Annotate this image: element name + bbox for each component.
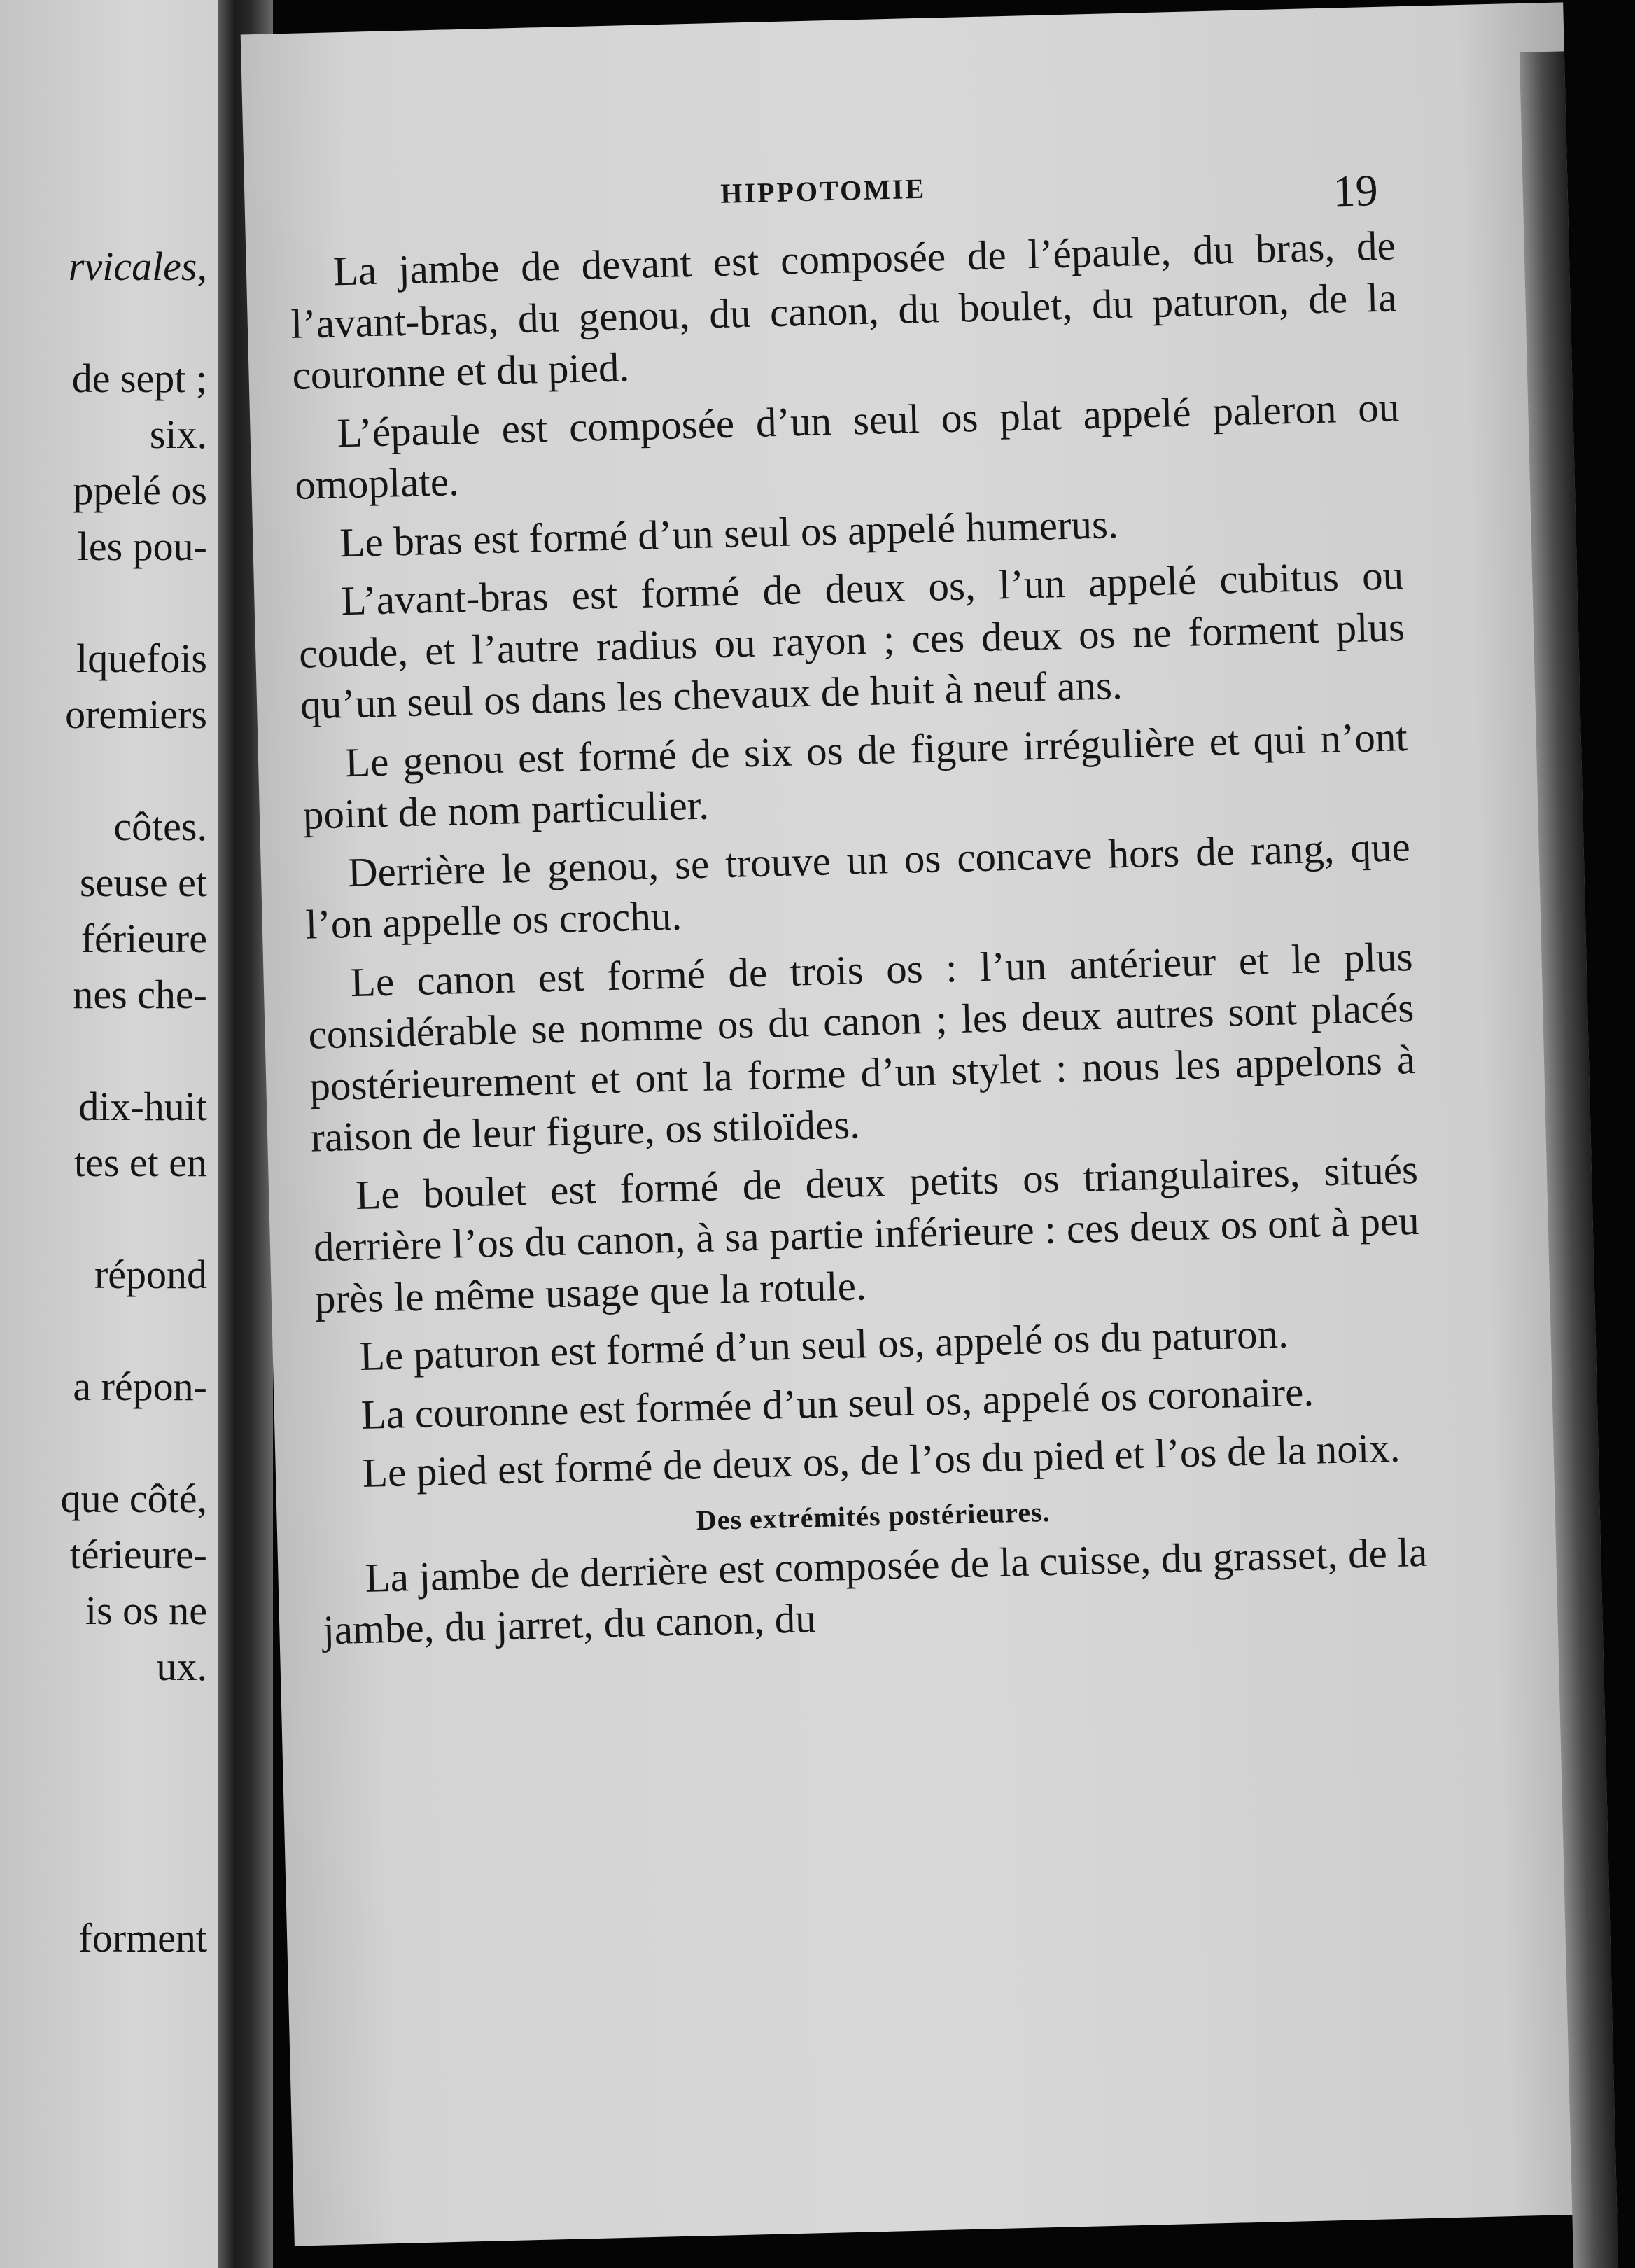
- left-page-line: ux.: [156, 1644, 207, 1689]
- paragraph: Le bras est formé d’un seul os appelé humerus.: [339, 500, 1119, 566]
- paragraph: La couronne est formée d’un seul os, appelé os coronaire.: [360, 1368, 1314, 1438]
- page-body: [289, 220, 1429, 1662]
- left-page-line: de sept ;: [71, 356, 207, 401]
- paragraph: Le paturon est formé d’un seul os, appelé os du paturon.: [359, 1310, 1289, 1379]
- left-page-line: les pou-: [77, 524, 207, 569]
- left-page-line: ppelé os: [73, 468, 207, 513]
- left-page-line: térieure-: [69, 1532, 207, 1577]
- paragraph: Derrière le genou, se trouve un os concave hors de rang, que l’on appelle os crochu.: [304, 822, 1411, 948]
- left-page-line: seuse et: [80, 860, 207, 905]
- page-number: 19: [1332, 164, 1379, 216]
- main-page: [241, 2, 1618, 2246]
- left-page-line: nes che-: [73, 972, 207, 1017]
- page-right-edge: [1520, 51, 1618, 2268]
- left-page-line: férieure: [80, 916, 207, 961]
- paragraph: L’avant-bras est formé de deux os, l’un appelé cubitus ou coude, et l’autre radius ou rayon ; ces deux os ne forment plus qu’un seul os dans les chevaux de huit à neuf ans.: [298, 552, 1405, 728]
- paragraph: Le canon est formé de trois os : l’un antérieur et le plus considérable se nomme os du canon ; les deux autres sont placés postérieurement et ont la forme d’un stylet : nous les appelons à raison de leur figure, os stiloïdes.: [307, 932, 1416, 1161]
- left-page-line: lquefois: [76, 636, 207, 681]
- left-page-line: répond: [94, 1252, 207, 1297]
- section-title: Des extrémités postérieures.: [696, 1495, 1051, 1536]
- paragraph: Le genou est formé de six os de figure irrégulière et qui n’ont point de nom particulier.: [302, 713, 1408, 838]
- left-page-line: côtes.: [113, 804, 207, 849]
- running-head: HIPPOTOMIE: [720, 172, 927, 209]
- left-page-line: is os ne: [85, 1588, 207, 1633]
- left-page-line: forment: [78, 1915, 207, 1961]
- left-page-line: a répon-: [73, 1364, 207, 1409]
- left-page-line: tes et en: [73, 1140, 207, 1185]
- left-page: [0, 0, 225, 2268]
- left-page-line: que côté,: [60, 1476, 207, 1521]
- left-page-line: six.: [149, 412, 207, 457]
- left-page-line: oremiers: [65, 692, 207, 737]
- paragraph: La jambe de derrière est composée de la cuisse, du grasset, de la jambe, du jarret, du canon, du: [322, 1528, 1428, 1653]
- paragraph: Le pied est formé de deux os, de l’os du pied et l’os de la noix.: [362, 1424, 1401, 1496]
- left-page-line: dix-huit: [78, 1084, 207, 1129]
- paragraph: La jambe de devant est composée de l’épaule, du bras, de l’avant-bras, du genou, du canon, du boulet, du paturon, de la couronne et du pied.: [290, 222, 1398, 398]
- paragraph: L’épaule est composée d’un seul os plat appelé paleron ou omoplate.: [294, 383, 1400, 508]
- left-page-line: rvicales,: [68, 244, 207, 289]
- paragraph: Le boulet est formé de deux petits os triangulaires, situés derrière l’os du canon, à sa partie inférieure : ces deux os ont à peu près le même usage que la rotule.: [313, 1145, 1420, 1322]
